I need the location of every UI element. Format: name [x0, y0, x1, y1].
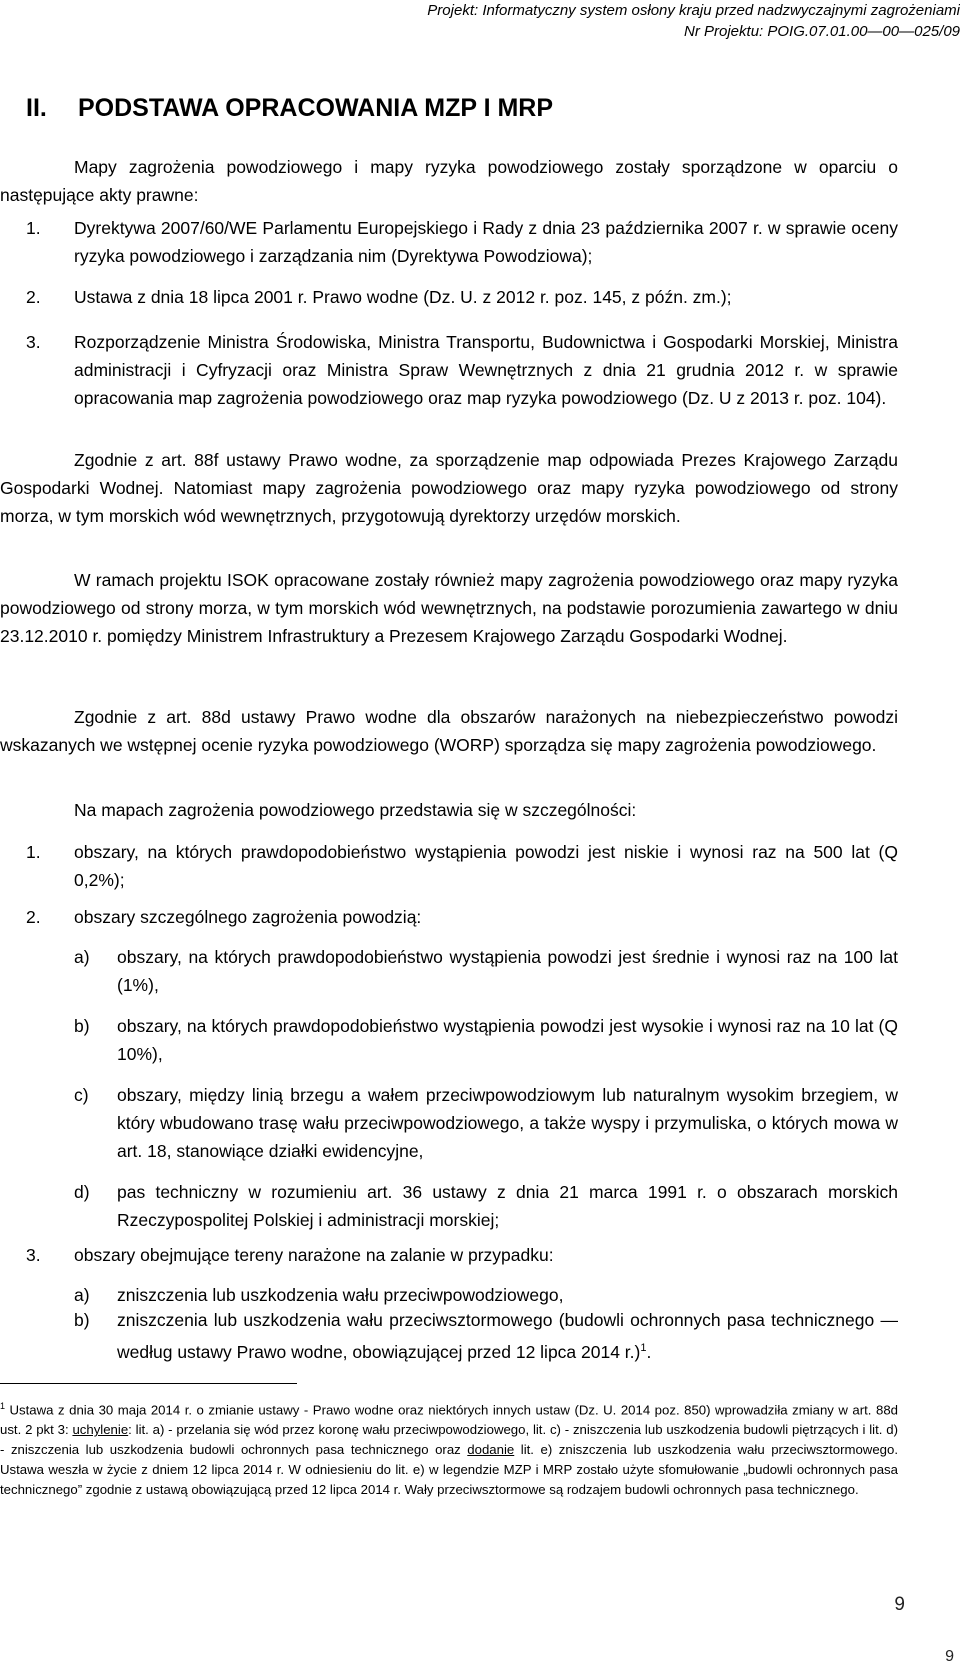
page-number: 9	[894, 1594, 905, 1615]
act-item-2: Ustawa z dnia 18 lipca 2001 r. Prawo wodne (Dz. U. z 2012 r. poz. 145, z późn. zm.);	[74, 287, 732, 307]
subitem-2a: obszary, na których prawdopodobieństwo wystąpienia powodzi jest średnie i wynosi raz na 100 lat (1%),	[117, 947, 898, 995]
footnote-underlined-2: dodanie	[467, 1442, 515, 1458]
subitem-2b: obszary, na których prawdopodobieństwo wystąpienia powodzi jest wysokie i wynosi raz na 10 lat (Q 10%),	[117, 1016, 898, 1064]
paragraph-maps-intro: Na mapach zagrożenia powodziowego przedstawia się w szczególności:	[74, 800, 637, 820]
subitem-2c: obszary, między linią brzegu a wałem przeciwpowodziowym lub naturalnym wysokim brzegiem, w który wbudowano trasę wału przeciwpowodziowego, a także wyspy i przymuliska, o których mowa w art. 18, stanowiące działki ewidencyjne,	[117, 1085, 898, 1161]
footnote-underlined-1: uchylenie	[72, 1422, 129, 1438]
subitem-3a: zniszczenia lub uszkodzenia wału przeciwpowodziowego,	[117, 1285, 564, 1305]
footnote-divider	[0, 1383, 297, 1384]
subitem-marker-3b: b)	[74, 1310, 90, 1330]
footnote-text-1: Ustawa z dnia 30 maja 2014 r. o zmianie ustawy - Prawo wodne oraz niektórych innych ustaw (Dz. U. 2014 poz. 850) wprowadziła zmiany w art. 88d ust. 2 pkt 3:	[0, 1402, 898, 1438]
document-header	[427, 0, 960, 42]
section-number: II.	[26, 94, 47, 122]
paragraph-art-88d: Zgodnie z art. 88d ustawy Prawo wodne dla obszarów narażonych na niebezpieczeństwo powodzi wskazanych we wstępnej ocenie ryzyka powodziowego (WORP) sporządza się mapy zagrożenia powodziowego.	[0, 707, 898, 755]
act-marker-3: 3.	[26, 332, 41, 352]
subitem-marker-2a: a)	[74, 947, 90, 967]
paragraph-isok: W ramach projektu ISOK opracowane zostały również mapy zagrożenia powodziowego oraz mapy ryzyka powodziowego od strony morza, w tym morskich wód wewnętrznych, na podstawie porozumienia zawartego w dniu 23.12.2010 r. pomiędzy Ministrem Infrastruktury a Prezesem Krajowego Zarządu Gospodarki Wodnej.	[0, 570, 898, 646]
act-marker-1: 1.	[26, 218, 41, 238]
item-marker-1: 1.	[26, 842, 41, 862]
footnote-text-3: lit. e) zniszczenia lub uszkodzenia wału przeciwsztormowego. Ustawa weszła w życie z dniem 12 lipca 2014 r. W odniesieniu do lit. e) w legendzie MZP i MRP zostało użyte sfomułowanie „budowli ochronnych pasa technicznego” zgodnie z ustawą obowiązującą przed 12 lipca 2014 r. Wały przeciwsztormowe są rodzajem budowli ochronnych pasa technicznego.	[0, 1442, 898, 1498]
subitem-marker-2d: d)	[74, 1182, 90, 1202]
item-marker-2: 2.	[26, 907, 41, 927]
page-number-bottom: 9	[945, 1648, 954, 1665]
intro-paragraph: Mapy zagrożenia powodziowego i mapy ryzyka powodziowego zostały sporządzone w oparciu o następujące akty prawne:	[0, 157, 898, 205]
act-marker-2: 2.	[26, 287, 41, 307]
act-item-3: Rozporządzenie Ministra Środowiska, Ministra Transportu, Budownictwa i Gospodarki Morskiej, Ministra administracji i Cyfryzacji oraz Ministra Spraw Wewnętrznych z dnia 21 grudnia 2012 r. w sprawie opracowania map zagrożenia powodziowego oraz map ryzyka powodziowego (Dz. U z 2013 r. poz. 104).	[74, 332, 898, 408]
footnote-mark: 1	[0, 1401, 6, 1411]
item-marker-3: 3.	[26, 1245, 41, 1265]
paragraph-art-88f: Zgodnie z art. 88f ustawy Prawo wodne, za sporządzenie map odpowiada Prezes Krajowego Zarządu Gospodarki Wodnej. Natomiast mapy zagrożenia powodziowego oraz mapy ryzyka powodziowego od strony morza, w tym morskich wód wewnętrznych, przygotowują dyrektorzy urzędów morskich.	[0, 450, 898, 526]
footnote-text-2: : lit. a) - przelania się wód przez koronę wału przeciwpowodziowego, lit. c) - zniszczenia lub uszkodzenia budowli piętrzących i lit. d) - zniszczenia lub uszkodzenia budowli ochronnych pasa technicznego oraz	[0, 1422, 898, 1458]
subitem-3b-end: .	[646, 1341, 652, 1362]
section-heading	[26, 94, 553, 123]
project-number: Nr Projektu: POIG.07.01.00—00—025/09	[684, 23, 960, 40]
subitem-2d: pas techniczny w rozumieniu art. 36 ustawy z dnia 21 marca 1991 r. o obszarach morskich Rzeczypospolitej Polskiej i administracji morskiej;	[117, 1182, 898, 1230]
list-item-1: obszary, na których prawdopodobieństwo wystąpienia powodzi jest niskie i wynosi raz na 500 lat (Q 0,2%);	[74, 842, 898, 890]
section-title: PODSTAWA OPRACOWANIA MZP I MRP	[78, 94, 554, 122]
list-item-3: obszary obejmujące tereny narażone na zalanie w przypadku:	[74, 1245, 554, 1265]
subitem-3b	[117, 1306, 898, 1366]
project-title: Projekt: Informatyczny system osłony kraju przed nadzwyczajnymi zagrożeniami	[427, 2, 960, 19]
list-item-2: obszary szczególnego zagrożenia powodzią:	[74, 907, 422, 927]
subitem-3b-text: zniszczenia lub uszkodzenia wału przeciwsztormowego (budowli ochronnych pasa technicznego — według ustawy Prawo wodne, obowiązującej przed 12 lipca 2014 r.)	[117, 1310, 898, 1362]
subitem-marker-2c: c)	[74, 1085, 89, 1105]
subitem-marker-3a: a)	[74, 1285, 90, 1305]
subitem-marker-2b: b)	[74, 1016, 90, 1036]
act-item-1: Dyrektywa 2007/60/WE Parlamentu Europejskiego i Rady z dnia 23 października 2007 r. w sprawie oceny ryzyka powodziowego i zarządzania nim (Dyrektywa Powodziowa);	[74, 218, 898, 266]
footnote	[0, 1396, 898, 1500]
footnote-reference[interactable]: 1	[640, 1342, 647, 1354]
